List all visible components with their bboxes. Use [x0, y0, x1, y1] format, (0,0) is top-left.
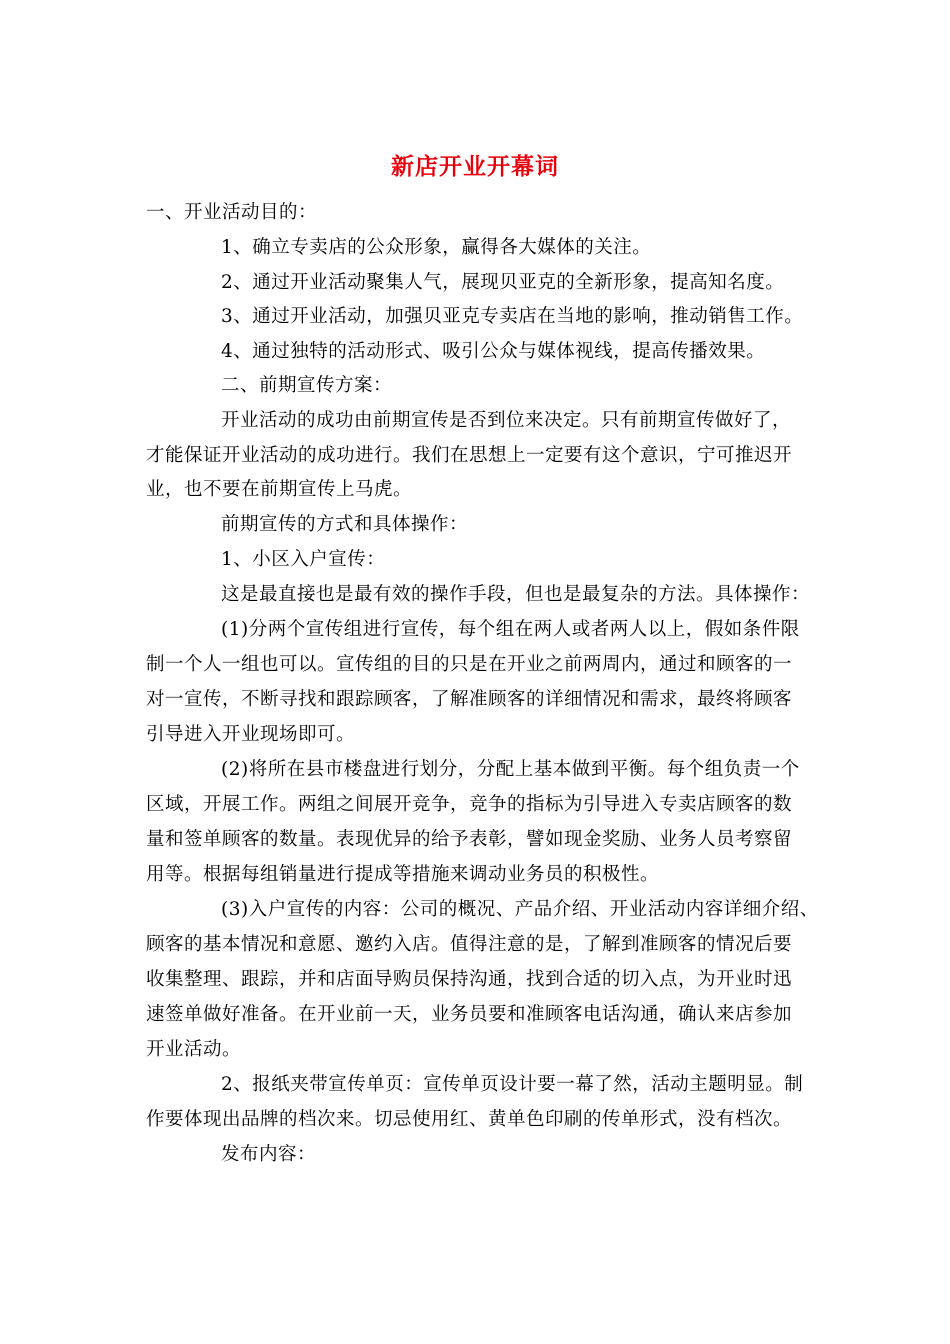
paragraph-line: 引导进入开业现场即可。 — [146, 724, 356, 745]
paragraph-line: 顾客的基本情况和意愿、邀约入店。值得注意的是，了解到准顾客的情况后要 — [146, 934, 793, 955]
paragraph-line: 制一个人一组也可以。宣传组的目的只是在开业之前两周内，通过和顾客的一 — [146, 654, 793, 675]
subheading-publish-content: 发布内容： — [221, 1144, 317, 1165]
paragraph-line: (2)将所在县市楼盘进行划分，分配上基本做到平衡。每个组负责一个 — [221, 759, 800, 780]
paragraph-line: 业，也不要在前期宣传上马虎。 — [146, 479, 413, 500]
goal-item-1: 1、确立专卖店的公众形象，赢得各大媒体的关注。 — [221, 237, 652, 258]
paragraph-line: 对一宣传，不断寻找和跟踪顾客，了解准顾客的详细情况和需求，最终将顾客 — [146, 689, 793, 710]
paragraph-line: 量和签单顾客的数量。表现优异的给予表彰，譬如现金奖励、业务人员考察留 — [146, 829, 793, 850]
section-heading-promotion: 二、前期宣传方案： — [221, 375, 393, 396]
paragraph-line: (1)分两个宣传组进行宣传，每个组在两人或者两人以上，假如条件限 — [221, 619, 800, 640]
paragraph-line: 收集整理、跟踪，并和店面导购员保持沟通，找到合适的切入点，为开业时迅 — [146, 969, 793, 990]
paragraph-line: 用等。根据每组销量进行提成等措施来调动业务员的积极性。 — [146, 864, 660, 885]
paragraph-line: 这是最直接也是最有效的操作手段，但也是最复杂的方法。具体操作： — [221, 584, 811, 605]
paragraph-line: 才能保证开业活动的成功进行。我们在思想上一定要有这个意识，宁可推迟开 — [146, 445, 793, 466]
paragraph-line: 开业活动的成功由前期宣传是否到位来决定。只有前期宣传做好了， — [221, 410, 792, 431]
paragraph-line: 速签单做好准备。在开业前一天，业务员要和准顾客电话沟通，确认来店参加 — [146, 1004, 793, 1025]
paragraph-line: 开业活动。 — [146, 1039, 242, 1060]
paragraph-line: 作要体现出品牌的档次来。切忌使用红、黄单色印刷的传单形式，没有档次。 — [146, 1109, 793, 1130]
section-heading-goals: 一、开业活动目的： — [146, 202, 318, 223]
subheading-door-to-door: 1、小区入户宣传： — [221, 549, 386, 570]
page-title: 新店开业开幕词 — [391, 153, 559, 180]
goal-item-3: 3、通过开业活动，加强贝亚克专卖店在当地的影响，推动销售工作。 — [221, 306, 804, 327]
paragraph-line: (3)入户宣传的内容：公司的概况、产品介绍、开业活动内容详细介绍、 — [221, 899, 819, 920]
goal-item-2: 2、通过开业活动聚集人气，展现贝亚克的全新形象，提高知名度。 — [221, 272, 785, 293]
goal-item-4: 4、通过独特的活动形式、吸引公众与媒体视线，提高传播效果。 — [221, 341, 766, 362]
paragraph-line: 区域，开展工作。两组之间展开竞争，竞争的指标为引导进入专卖店顾客的数 — [146, 794, 793, 815]
subheading-methods: 前期宣传的方式和具体操作： — [221, 514, 469, 535]
paragraph-line: 2、报纸夹带宣传单页：宣传单页设计要一幕了然，活动主题明显。制 — [221, 1074, 804, 1095]
